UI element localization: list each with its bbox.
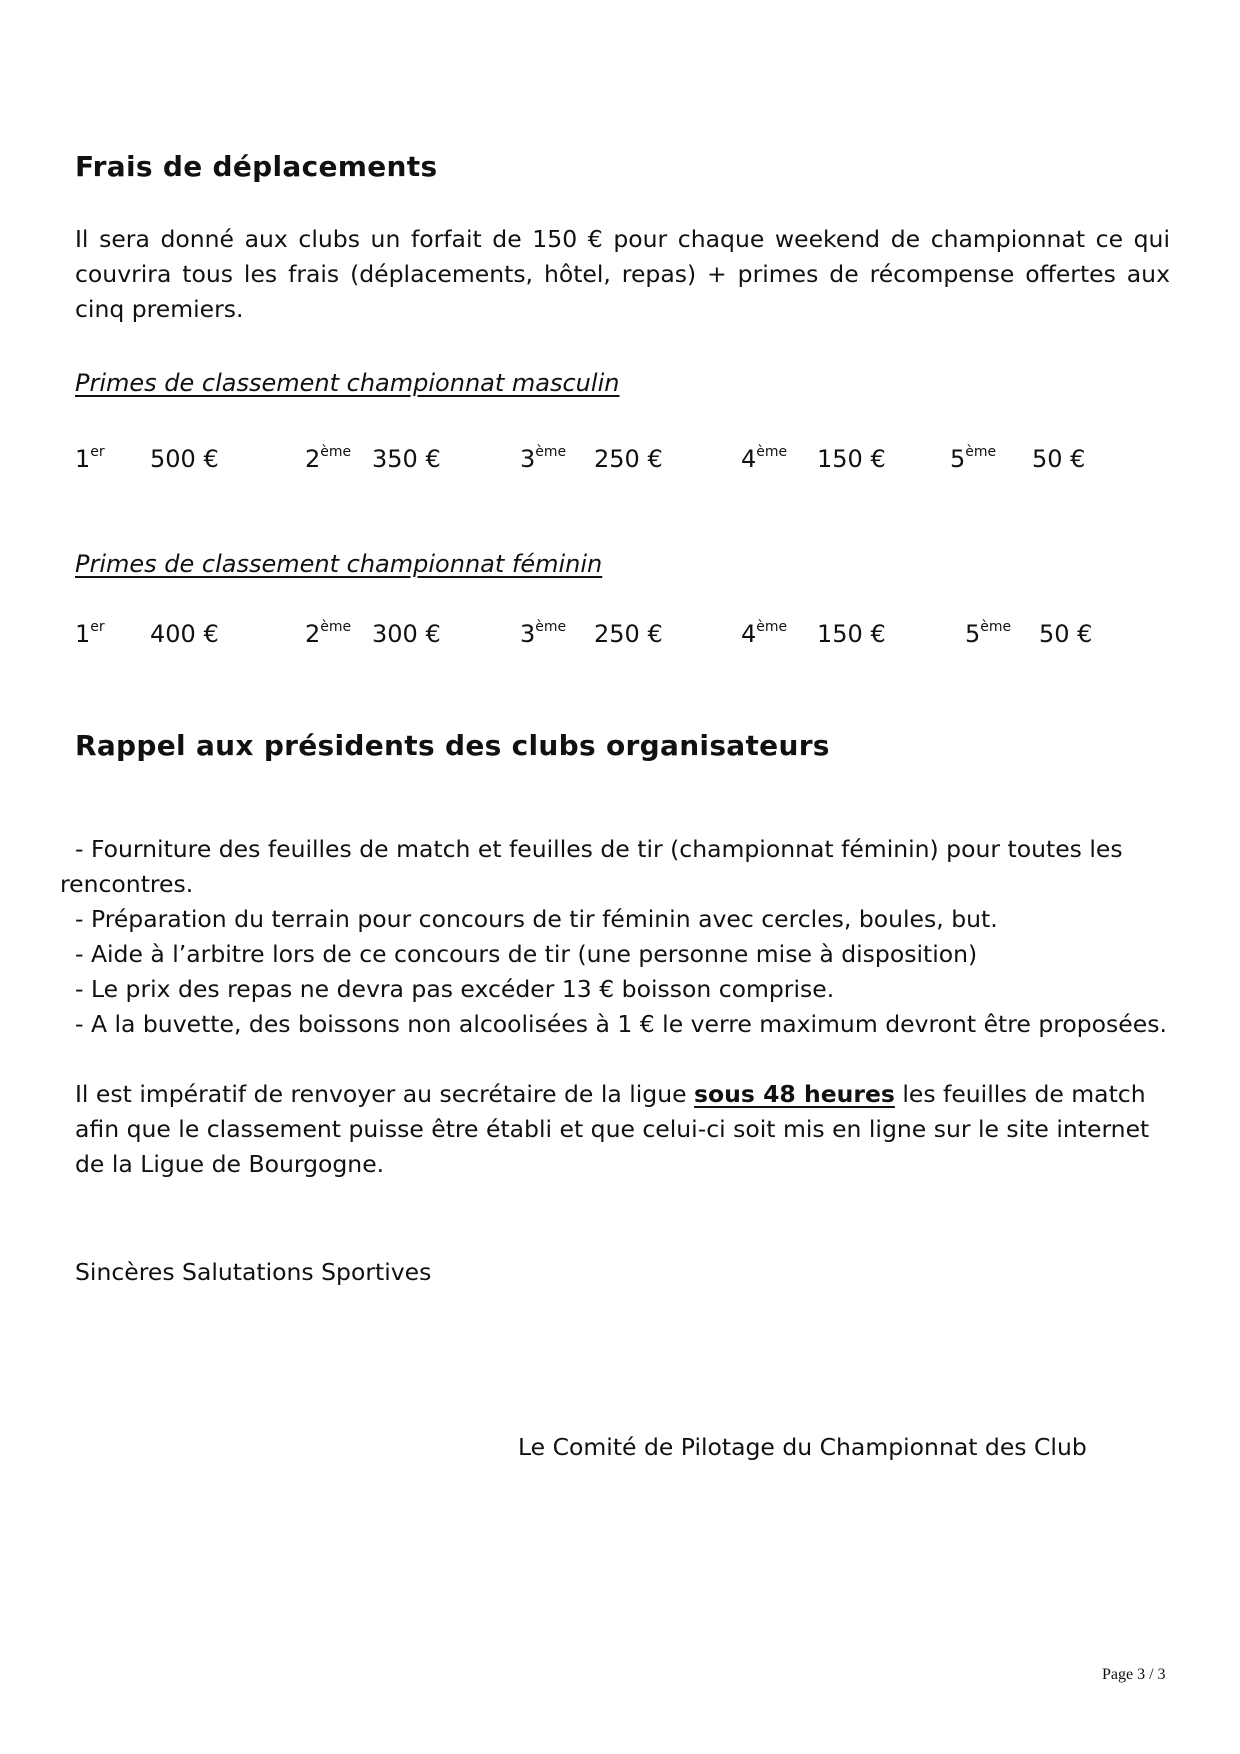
list-item: rencontres. — [60, 870, 194, 898]
list-item: - Le prix des repas ne devra pas excéder 13 € boisson comprise. — [75, 975, 835, 1003]
amount-5: 50 € — [1032, 445, 1086, 473]
amount-1: 400 € — [150, 620, 219, 648]
amount-1: 500 € — [150, 445, 219, 473]
rank-1: 1er — [75, 619, 105, 648]
amount-5: 50 € — [1039, 620, 1093, 648]
amount-3: 250 € — [594, 620, 663, 648]
rank-1: 1er — [75, 444, 105, 473]
page-number: Page 3 / 3 — [1102, 1666, 1166, 1683]
signature: Le Comité de Pilotage du Championnat des Club — [518, 1433, 1087, 1461]
list-item: - Préparation du terrain pour concours de tir féminin avec cercles, boules, but. — [75, 905, 998, 933]
amount-2: 300 € — [372, 620, 441, 648]
list-item: - A la buvette, des boissons non alcoolisées à 1 € le verre maximum devront être proposées. — [75, 1010, 1167, 1038]
imperatif-line-1: Il est impératif de renvoyer au secrétaire de la ligue sous 48 heures les feuilles de match — [75, 1080, 1146, 1108]
primes-feminin-title: Primes de classement championnat féminin — [75, 550, 603, 578]
imperatif-line-2: afin que le classement puisse être établi et que celui-ci soit mis en ligne sur le site internet — [75, 1115, 1150, 1143]
closing-salutation: Sincères Salutations Sportives — [75, 1258, 432, 1286]
rank-2: 2ème — [305, 444, 352, 473]
primes-masculin-title: Primes de classement championnat masculin — [75, 369, 620, 397]
amount-3: 250 € — [594, 445, 663, 473]
imperatif-line-3: de la Ligue de Bourgogne. — [75, 1150, 385, 1178]
rank-3: 3ème — [520, 444, 567, 473]
deadline-emphasis: sous 48 heures — [694, 1080, 895, 1108]
frais-paragraph: Il sera donné aux clubs un forfait de 150 € pour chaque weekend de championnat ce qui couvrira tous les frais (déplacements, hôtel, repas) + primes de récompense offertes aux cinq premiers. — [75, 225, 1170, 323]
amount-2: 350 € — [372, 445, 441, 473]
rank-5: 5ème — [950, 444, 997, 473]
rank-4: 4ème — [741, 619, 788, 648]
rank-2: 2ème — [305, 619, 352, 648]
rank-4: 4ème — [741, 444, 788, 473]
amount-4: 150 € — [817, 620, 886, 648]
list-item: - Aide à l’arbitre lors de ce concours de tir (une personne mise à disposition) — [75, 940, 978, 968]
list-item: - Fourniture des feuilles de match et feuilles de tir (championnat féminin) pour toutes les — [75, 835, 1123, 863]
section-title-frais: Frais de déplacements — [75, 150, 438, 183]
amount-4: 150 € — [817, 445, 886, 473]
rank-3: 3ème — [520, 619, 567, 648]
rank-5: 5ème — [965, 619, 1012, 648]
section-title-rappel: Rappel aux présidents des clubs organisateurs — [75, 729, 830, 762]
